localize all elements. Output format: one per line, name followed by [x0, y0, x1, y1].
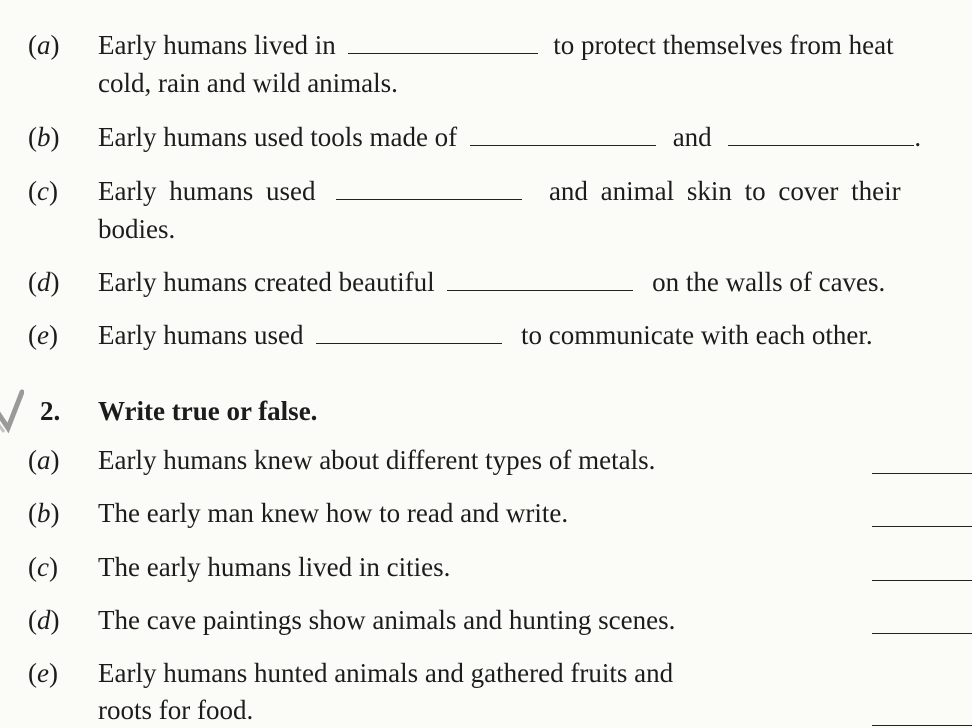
item-label: (e)	[28, 658, 58, 688]
answer-blank[interactable]	[872, 724, 972, 726]
statement-text: The early man knew how to read and write.	[98, 498, 569, 528]
item-label: (a)	[28, 30, 60, 60]
question-text: Early humans lived in	[98, 30, 336, 60]
item-label: (e)	[28, 320, 58, 350]
answer-blank[interactable]	[728, 125, 914, 146]
fill-item-e	[98, 318, 873, 352]
fill-item-c	[98, 174, 901, 208]
section-heading: Write true or false.	[98, 396, 318, 426]
question-text: to protect themselves from heat	[553, 30, 894, 60]
question-text-continued: bodies.	[98, 214, 176, 244]
fill-item-b	[98, 120, 921, 154]
question-text: to communicate with each other.	[520, 320, 873, 350]
answer-blank[interactable]	[872, 525, 972, 527]
item-label: (d)	[28, 267, 60, 297]
item-label: (c)	[28, 552, 58, 582]
question-text: on the walls of caves.	[652, 267, 886, 297]
fill-item-a	[98, 28, 894, 62]
pencil-icon	[0, 388, 24, 434]
statement-text: The early humans lived in cities.	[98, 552, 451, 582]
answer-blank[interactable]	[872, 472, 972, 474]
question-text: .	[914, 122, 922, 152]
question-text-continued: cold, rain and wild animals.	[98, 68, 398, 98]
question-text: Early humans used	[98, 176, 316, 206]
answer-blank[interactable]	[348, 33, 538, 54]
answer-blank[interactable]	[316, 323, 502, 344]
statement-text: Early humans knew about different types of metals.	[98, 445, 656, 475]
item-label: (b)	[28, 498, 60, 528]
statement-text: Early humans hunted animals and gathered fruits and	[98, 658, 674, 688]
item-label: (a)	[28, 445, 60, 475]
question-text: Early humans created beautiful	[98, 267, 435, 297]
statement-text-continued: roots for food.	[98, 695, 254, 725]
question-text: and	[672, 122, 712, 152]
question-text: Early humans used	[98, 320, 304, 350]
section-number: 2.	[40, 396, 61, 426]
question-text: and animal skin to cover their	[548, 176, 901, 206]
item-label: (b)	[28, 122, 60, 152]
statement-text: The cave paintings show animals and hunting scenes.	[98, 605, 676, 635]
answer-blank[interactable]	[336, 179, 522, 200]
answer-blank[interactable]	[872, 579, 972, 581]
question-text: Early humans used tools made of	[98, 122, 458, 152]
answer-blank[interactable]	[872, 632, 972, 634]
item-label: (d)	[28, 605, 60, 635]
fill-item-d	[98, 265, 885, 299]
answer-blank[interactable]	[447, 270, 633, 291]
item-label: (c)	[28, 176, 58, 206]
answer-blank[interactable]	[470, 125, 656, 146]
